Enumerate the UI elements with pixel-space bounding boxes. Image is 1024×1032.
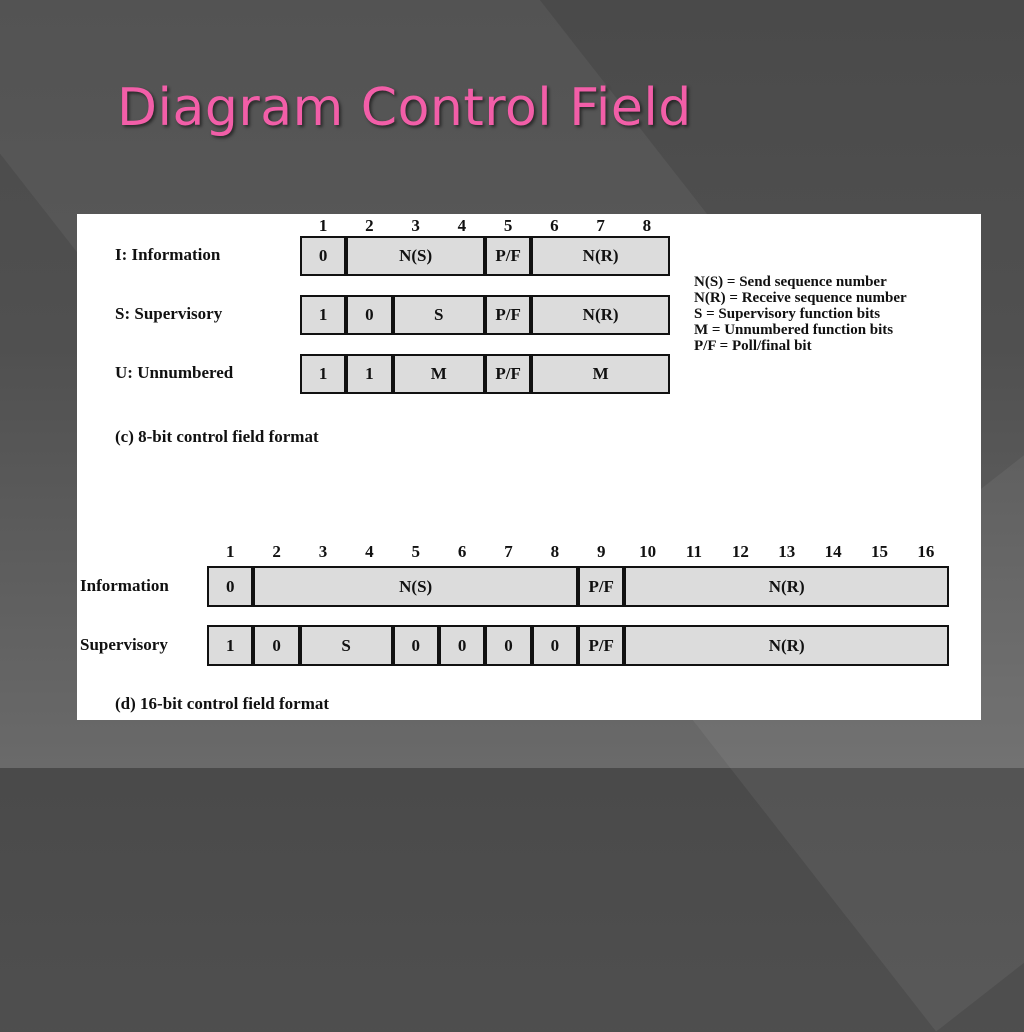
diagram-panel — [77, 214, 981, 720]
row-label: Supervisory — [80, 634, 168, 654]
legend-item: N(R) = Receive sequence number — [694, 290, 907, 306]
bit-field: S — [298, 625, 393, 666]
caption-8bit: (c) 8-bit control field format — [115, 427, 319, 446]
bit-number: 5 — [503, 216, 513, 235]
bit-field: N(R) — [622, 625, 949, 666]
bit-field: 0 — [530, 625, 578, 666]
bit-number: 8 — [550, 542, 560, 561]
bit-field: 1 — [300, 354, 346, 394]
bit-field: N(R) — [622, 566, 949, 607]
bit-field: M — [391, 354, 486, 394]
bit-number: 14 — [824, 542, 842, 561]
bit-number: 4 — [457, 216, 467, 235]
bit-field: P/F — [483, 236, 531, 276]
bit-number: 13 — [778, 542, 796, 561]
bit-field: P/F — [576, 625, 624, 666]
slide-title: Diagram Control Field — [117, 78, 692, 138]
bit-field: 0 — [300, 236, 346, 276]
row-label: I: Information — [115, 245, 221, 264]
bit-field: S — [391, 295, 486, 335]
bit-field: P/F — [483, 295, 531, 335]
bit-field: 1 — [207, 625, 253, 666]
bit-number: 15 — [870, 542, 888, 561]
legend-item: M = Unnumbered function bits — [694, 322, 894, 338]
bit-field: N(R) — [529, 295, 670, 335]
bit-field: 0 — [483, 625, 531, 666]
caption-16bit: (d) 16-bit control field format — [115, 694, 330, 713]
bit-field: 0 — [344, 295, 392, 335]
bit-number: 7 — [596, 216, 605, 235]
bit-field: M — [529, 354, 670, 394]
bit-field: P/F — [576, 566, 624, 607]
bit-number: 3 — [318, 542, 328, 561]
bit-field: 0 — [391, 625, 439, 666]
bit-number: 6 — [550, 216, 559, 235]
bit-number: 11 — [685, 542, 702, 561]
bit-number: 1 — [225, 542, 235, 561]
bit-number: 5 — [411, 542, 420, 561]
bit-number: 12 — [731, 542, 749, 561]
row-label: U: Unnumbered — [115, 363, 234, 382]
bit-field: N(R) — [529, 236, 670, 276]
bit-number: 10 — [639, 542, 657, 561]
bit-number: 8 — [642, 216, 652, 235]
legend — [694, 274, 907, 354]
bit-field: 1 — [300, 295, 346, 335]
bit-number: 4 — [365, 542, 374, 561]
bit-number: 2 — [365, 216, 374, 235]
bit-number: 6 — [457, 542, 467, 561]
legend-item: P/F = Poll/final bit — [694, 338, 812, 354]
legend-item: S = Supervisory function bits — [694, 306, 881, 322]
bit-field: N(S) — [251, 566, 578, 607]
bit-number: 3 — [411, 216, 420, 235]
bit-number: 1 — [318, 216, 328, 235]
bit-number: 16 — [917, 542, 935, 561]
bit-field: 0 — [437, 625, 485, 666]
bit-field: N(S) — [344, 236, 485, 276]
bit-field: P/F — [483, 354, 531, 394]
bit-field: 0 — [207, 566, 253, 607]
row-label: Information — [80, 575, 169, 595]
bit-field: 1 — [344, 354, 392, 394]
bit-number: 2 — [272, 542, 281, 561]
legend-item: N(S) = Send sequence number — [694, 274, 887, 290]
bit-number: 9 — [596, 542, 606, 561]
bit-field: 0 — [251, 625, 299, 666]
row-label: S: Supervisory — [115, 304, 223, 323]
bit-number: 7 — [504, 542, 513, 561]
